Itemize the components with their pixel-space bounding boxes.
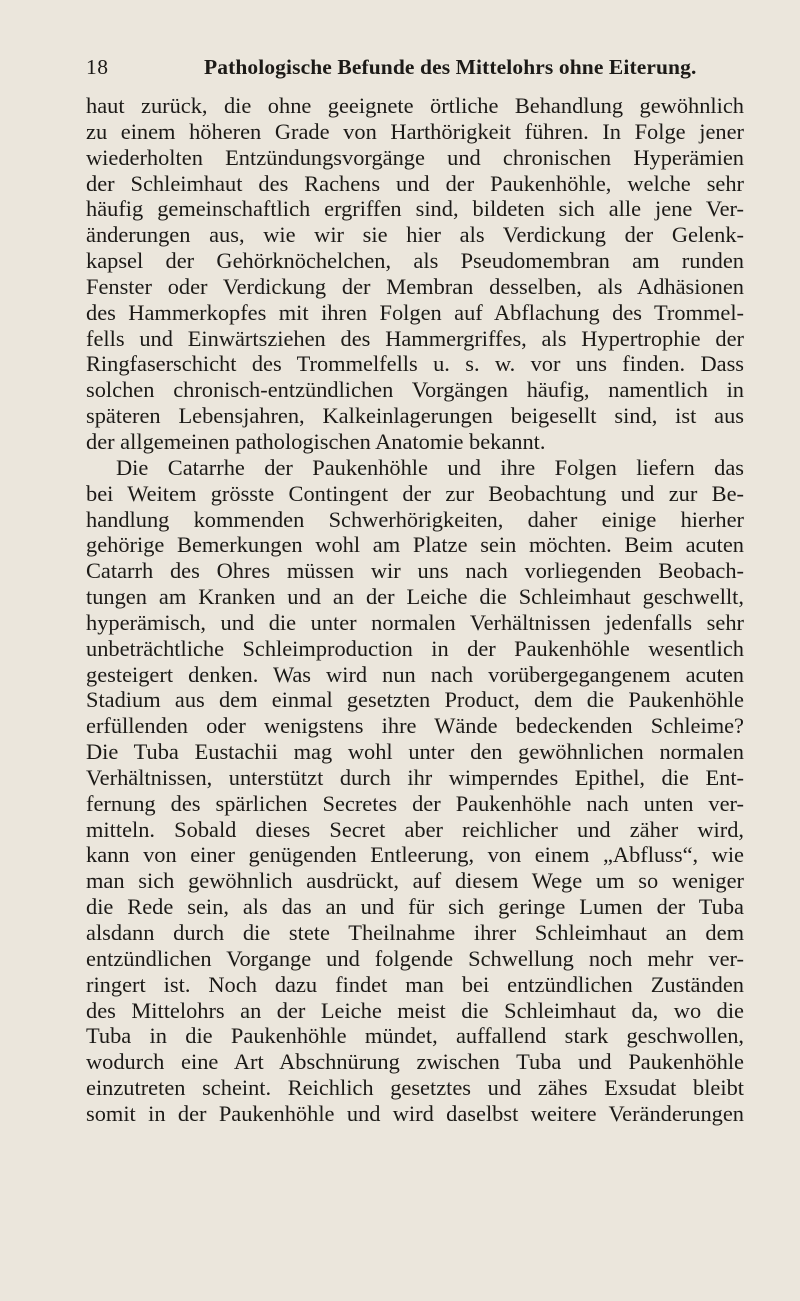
text-line: Catarrh des Ohres müssen wir uns nach vorliegenden Beobach- <box>86 558 744 584</box>
text-line: der allgemeinen pathologischen Anatomie bekannt. <box>86 428 546 454</box>
text-line: ringert ist. Noch dazu findet man bei entzündlichen Zuständen <box>86 971 744 997</box>
page-number: 18 <box>86 55 109 79</box>
text-line: Ringfaserschicht des Trommelfells u. s. w. vor uns finden. Dass <box>86 351 744 377</box>
text-line: erfüllenden oder wenigstens ihre Wände bedeckenden Schleime? <box>86 713 744 739</box>
text-line: Stadium aus dem einmal gesetzten Product, dem die Paukenhöhle <box>86 687 744 713</box>
text-line: wiederholten Entzündungsvorgänge und chronischen Hyperämien <box>86 144 744 170</box>
running-head: Pathologische Befunde des Mittelohrs ohne Eiterung. <box>204 55 697 79</box>
body-text <box>86 93 744 1127</box>
text-line: gesteigert denken. Was wird nun nach vorübergegangenem acuten <box>86 661 744 687</box>
text-line: somit in der Paukenhöhle und wird daselbst weitere Veränderungen <box>86 1100 744 1126</box>
text-line: einzutreten scheint. Reichlich gesetztes und zähes Exsudat bleibt <box>86 1075 744 1101</box>
text-line: die Rede sein, als das an und für sich geringe Lumen der Tuba <box>86 894 744 920</box>
text-line: haut zurück, die ohne geeignete örtliche Behandlung gewöhnlich <box>86 93 744 118</box>
text-line: man sich gewöhnlich ausdrückt, auf diesem Wege um so weniger <box>86 868 744 894</box>
text-line: hyperämisch, und die unter normalen Verhältnissen jedenfalls sehr <box>86 609 744 635</box>
text-line: des Mittelohrs an der Leiche meist die Schleimhaut da, wo die <box>86 997 744 1023</box>
text-line: späteren Lebensjahren, Kalkeinlagerungen beigesellt sind, ist aus <box>86 403 744 429</box>
text-line: Fenster oder Verdickung der Membran desselben, als Adhäsionen <box>86 273 744 299</box>
text-line: Verhältnissen, unterstützt durch ihr wimperndes Epithel, die Ent- <box>86 764 744 790</box>
text-line: kapsel der Gehörknöchelchen, als Pseudomembran am runden <box>86 248 744 274</box>
text-line: wodurch eine Art Abschnürung zwischen Tuba und Paukenhöhle <box>86 1049 744 1075</box>
page-header <box>86 52 746 82</box>
text-line: Tuba in die Paukenhöhle mündet, auffallend stark geschwollen, <box>86 1023 744 1049</box>
text-line: solchen chronisch-entzündlichen Vorgängen häufig, namentlich in <box>86 377 744 403</box>
text-line: tungen am Kranken und an der Leiche die Schleimhaut geschwellt, <box>86 584 744 610</box>
text-line: bei Weitem grösste Contingent der zur Beobachtung und zur Be- <box>86 480 744 506</box>
text-line: häufig gemeinschaftlich ergriffen sind, bildeten sich alle jene Ver- <box>86 196 744 222</box>
text-line: alsdann durch die stete Theilnahme ihrer Schleimhaut an dem <box>86 920 744 945</box>
text-line: änderungen aus, wie wir sie hier als Verdickung der Gelenk- <box>86 222 744 248</box>
text-line: zu einem höheren Grade von Harthörigkeit führen. In Folge jener <box>86 118 744 144</box>
text-line: kann von einer genügenden Entleerung, von einem „Abfluss“, wie <box>86 842 744 868</box>
text-line: fernung des spärlichen Secretes der Paukenhöhle nach unten ver- <box>86 790 744 816</box>
text-line: entzündlichen Vorgange und folgende Schwellung noch mehr ver- <box>86 945 744 971</box>
text-line: handlung kommenden Schwerhörigkeiten, daher einige hierher <box>86 506 744 532</box>
text-line: fells und Einwärtsziehen des Hammergriffes, als Hypertrophie der <box>86 325 744 351</box>
text-line: mitteln. Sobald dieses Secret aber reichlicher und zäher wird, <box>86 816 744 842</box>
text-line: des Hammerkopfes mit ihren Folgen auf Abflachung des Trommel- <box>86 299 744 325</box>
text-line: Die Catarrhe der Paukenhöhle und ihre Folgen liefern das <box>116 454 744 480</box>
text-line: gehörige Bemerkungen wohl am Platze sein möchten. Beim acuten <box>86 532 744 558</box>
text-line: unbeträchtliche Schleimproduction in der Paukenhöhle wesentlich <box>86 635 744 661</box>
text-line: Die Tuba Eustachii mag wohl unter den gewöhnlichen normalen <box>86 739 744 765</box>
text-line: der Schleimhaut des Rachens und der Paukenhöhle, welche sehr <box>86 170 744 196</box>
